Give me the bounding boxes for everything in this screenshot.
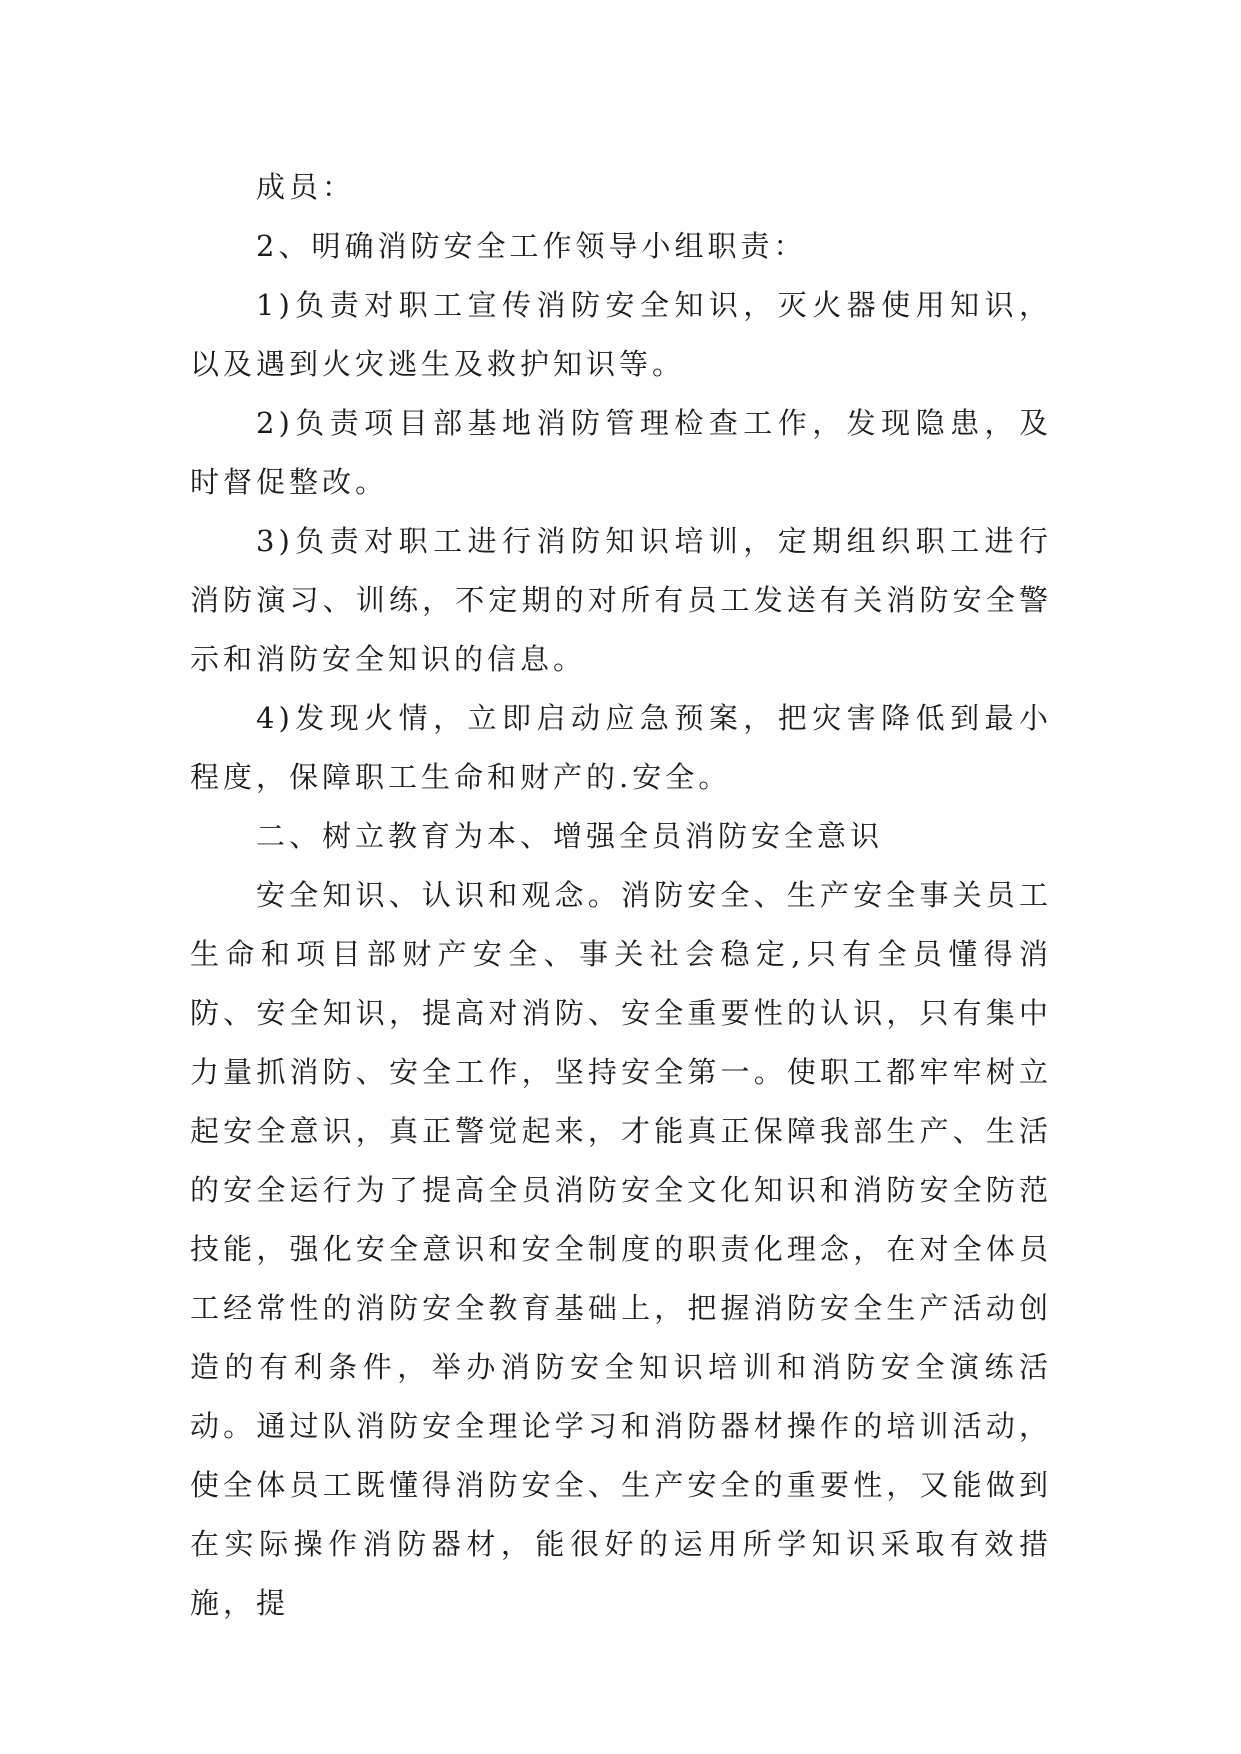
paragraph-duty-4: 4)发现火情，立即启动应急预案，把灾害降低到最小程度，保障职工生命和财产的.安全。 xyxy=(190,701,1052,794)
paragraph-duty-1: 1)负责对职工宣传消防安全知识，灭火器使用知识，以及遇到火灾逃生及救护知识等。 xyxy=(190,288,1052,381)
paragraph-duties-heading: 2、明确消防安全工作领导小组职责： xyxy=(256,229,807,263)
document-body xyxy=(190,158,1052,1633)
paragraph-members: 成员： xyxy=(256,170,356,204)
paragraph-education-body: 安全知识、认识和观念。消防安全、生产安全事关员工生命和项目部财产安全、事关社会稳定,只有全员懂得消防、安全知识，提高对消防、安全重要性的认识，只有集中力量抓消防、安全工作，坚持安全第一。使职工都牢牢树立起安全意识，真正警觉起来，才能真正保障我部生产、生活的安全运行为了提高全员消防安全文化知识和消防安全防范技能，强化安全意识和安全制度的职责化理念，在对全体员工经常性的消防安全教育基础上，把握消防安全生产活动创造的有利条件，举办消防安全知识培训和消防安全演练活动。通过队消防安全理论学习和消防器材操作的培训活动，使全体员工既懂得消防安全、生产安全的重要性，又能做到在实际操作消防器材，能很好的运用所学知识采取有效措施，提 xyxy=(190,878,1052,1620)
paragraph-duty-3: 3)负责对职工进行消防知识培训，定期组织职工进行消防演习、训练，不定期的对所有员工发送有关消防安全警示和消防安全知识的信息。 xyxy=(190,524,1052,676)
paragraph-duty-2: 2)负责项目部基地消防管理检查工作，发现隐患，及时督促整改。 xyxy=(190,406,1052,499)
section-heading-education: 二、树立教育为本、增强全员消防安全意识 xyxy=(256,819,884,853)
